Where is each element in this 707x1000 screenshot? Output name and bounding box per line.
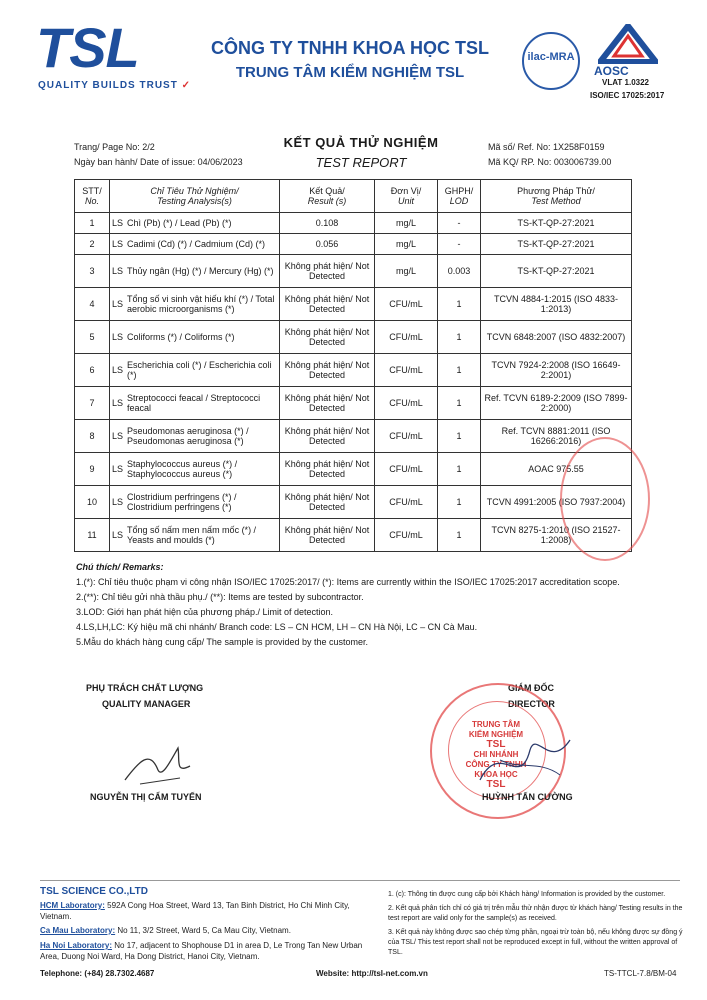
row-method: TCVN 4884-1:2015 (ISO 4833-1:2013) (481, 288, 632, 321)
row-result: Không phát hiện/ Not Detected (280, 420, 375, 453)
dir-title-en: DIRECTOR (508, 699, 555, 709)
row-analysis: Coliforms (*) / Coliforms (*) (125, 321, 280, 354)
rp-number: Mã KQ/ RP. No: 003006739.00 (488, 157, 612, 167)
row-result: Không phát hiện/ Not Detected (280, 519, 375, 552)
ilac-mra-logo: ilac-MRA (522, 32, 580, 90)
row-analysis: Tổng số vi sinh vật hiếu khí (*) / Total aerobic microorganisms (*) (125, 288, 280, 321)
row-method: TS-KT-QP-27:2021 (481, 234, 632, 255)
qm-signature-icon (120, 740, 200, 790)
stamp-text: TRUNG TÂM KIỂM NGHIỆM TSL CHI NHÁNH CÔNG TY TNHH KHOA HỌC TSL (465, 720, 527, 790)
row-analysis: Clostridium perfringens (*) / Clostridium perfringens (*) (125, 486, 280, 519)
row-branch: LS (110, 486, 126, 519)
footer-divider (40, 880, 680, 881)
row-result: Không phát hiện/ Not Detected (280, 453, 375, 486)
table-row (75, 234, 632, 255)
footer-phone: Telephone: (+84) 28.7302.4687 (40, 969, 155, 978)
row-no: 5 (75, 321, 110, 354)
center-name: TRUNG TÂM KIỂM NGHIỆM TSL (235, 64, 465, 81)
qm-title-vi: PHỤ TRÁCH CHẤT LƯỢNG (86, 683, 204, 693)
director-name: HUỲNH TẤN CƯỜNG (482, 792, 573, 802)
row-method: TS-KT-QP-27:2021 (481, 255, 632, 288)
row-method: TCVN 6848:2007 (ISO 4832:2007) (481, 321, 632, 354)
qm-name: NGUYỄN THỊ CẨM TUYẾN (90, 792, 202, 802)
row-lod: 1 (438, 486, 481, 519)
header-lod: GHPH/ LOD (438, 180, 481, 213)
row-lod: 1 (438, 420, 481, 453)
footer-notes (388, 890, 688, 958)
table-header-row (75, 180, 632, 213)
row-unit: CFU/mL (375, 453, 438, 486)
page-number: Trang/ Page No: 2/2 (74, 142, 155, 152)
row-no: 8 (75, 420, 110, 453)
header-result: Kết Quả/ Result (s) (280, 180, 375, 213)
row-no: 9 (75, 453, 110, 486)
row-method: TCVN 4991:2005 (ISO 7937:2004) (481, 486, 632, 519)
row-lod: 0.003 (438, 255, 481, 288)
table-row (75, 255, 632, 288)
table-row (75, 213, 632, 234)
row-method: TCVN 8275-1:2010 (ISO 21527-1:2008) (481, 519, 632, 552)
row-no: 10 (75, 486, 110, 519)
tagline: QUALITY BUILDS TRUST ✓ (38, 80, 191, 91)
row-result: Không phát hiện/ Not Detected (280, 288, 375, 321)
footer-note: 3. Kết quả này không được sao chép từng phần, ngoại trừ toàn bộ, nếu không được sự đồng ý của TSL/ This test report shall not be reproduced except in full, without the written approval of TSL. (388, 929, 683, 956)
row-method: TCVN 7924-2:2008 (ISO 16649-2:2001) (481, 354, 632, 387)
row-no: 6 (75, 354, 110, 387)
results-table (74, 179, 632, 552)
row-analysis: Chì (Pb) (*) / Lead (Pb) (*) (125, 213, 280, 234)
row-unit: CFU/mL (375, 486, 438, 519)
row-analysis: Thủy ngân (Hg) (*) / Mercury (Hg) (*) (125, 255, 280, 288)
table-row (75, 519, 632, 552)
row-unit: CFU/mL (375, 387, 438, 420)
ref-number: Mã số/ Ref. No: 1X258F0159 (488, 142, 605, 152)
row-unit: mg/L (375, 255, 438, 288)
row-result: Không phát hiện/ Not Detected (280, 321, 375, 354)
row-no: 7 (75, 387, 110, 420)
remark-item: 5.Mẫu do khách hàng cung cấp/ The sample is provided by the customer. (76, 637, 369, 647)
row-analysis: Pseudomonas aeruginosa (*) / Pseudomonas aeruginosa (*) (125, 420, 280, 453)
table-row (75, 288, 632, 321)
row-result: Không phát hiện/ Not Detected (280, 387, 375, 420)
header-analysis: Chỉ Tiêu Thử Nghiệm/ Testing Analysis(s) (110, 180, 280, 213)
row-branch: LS (110, 321, 126, 354)
tsl-logo: TSL (36, 16, 139, 79)
remark-item: 1.(*): Chỉ tiêu thuộc phạm vi công nhận ISO/IEC 17025:2017/ (*): Items are currently within the ISO/IEC 17025:2017 accreditation scope. (76, 577, 620, 587)
row-no: 11 (75, 519, 110, 552)
row-no: 2 (75, 234, 110, 255)
header-unit: Đơn Vị/ Unit (375, 180, 438, 213)
row-no: 3 (75, 255, 110, 288)
row-unit: CFU/mL (375, 519, 438, 552)
row-method: Ref. TCVN 8881:2011 (ISO 16266:2016) (481, 420, 632, 453)
side-red-stamp (560, 437, 650, 561)
row-lod: 1 (438, 453, 481, 486)
row-branch: LS (110, 234, 126, 255)
form-code: TS-TTCL-7.8/BM-04 (604, 969, 677, 978)
row-branch: LS (110, 288, 126, 321)
row-method: Ref. TCVN 6189-2:2009 (ISO 7899-2:2000) (481, 387, 632, 420)
row-method: AOAC 975.55 (481, 453, 632, 486)
footer-company: TSL SCIENCE CO.,LTD (40, 886, 148, 897)
row-lod: 1 (438, 354, 481, 387)
footer-hcm: HCM Laboratory: 592A Cong Hoa Street, Ward 13, Tan Binh District, Ho Chi Minh City, Vietnam. (40, 901, 350, 921)
row-result: Không phát hiện/ Not Detected (280, 255, 375, 288)
row-branch: LS (110, 255, 126, 288)
row-branch: LS (110, 453, 126, 486)
row-branch: LS (110, 213, 126, 234)
row-unit: mg/L (375, 213, 438, 234)
row-analysis: Streptococci feacal / Streptococci feacal (125, 387, 280, 420)
row-unit: CFU/mL (375, 420, 438, 453)
table-row (75, 321, 632, 354)
iso-label: ISO/IEC 17025:2017 (590, 91, 665, 100)
table-row (75, 354, 632, 387)
row-unit: CFU/mL (375, 288, 438, 321)
qm-title-en: QUALITY MANAGER (102, 699, 191, 709)
aosc-label: AOSC (594, 64, 629, 78)
row-no: 1 (75, 213, 110, 234)
row-lod: 1 (438, 519, 481, 552)
footer-note: 1. (c): Thông tin được cung cấp bởi Khách hàng/ Information is provided by the customer. (388, 891, 666, 898)
remarks-title: Chú thích/ Remarks: (76, 562, 164, 572)
table-row (75, 486, 632, 519)
aosc-logo-icon (598, 24, 658, 64)
row-branch: LS (110, 354, 126, 387)
table-row (75, 453, 632, 486)
row-no: 4 (75, 288, 110, 321)
row-lod: 1 (438, 288, 481, 321)
header-method: Phương Pháp Thử/ Test Method (481, 180, 632, 213)
row-lod: 1 (438, 321, 481, 354)
row-analysis: Tổng số nấm men nấm mốc (*) / Yeasts and moulds (*) (125, 519, 280, 552)
report-title-en: TEST REPORT (315, 155, 407, 170)
row-result: 0.108 (280, 213, 375, 234)
row-branch: LS (110, 519, 126, 552)
remark-item: 4.LS,LH,LC: Ký hiệu mã chi nhánh/ Branch code: LS – CN HCM, LH – CN Hà Nội, LC – CN Cà Mau. (76, 622, 478, 632)
footer-camau: Ca Mau Laboratory: No 11, 3/2 Street, Ward 5, Ca Mau City, Vietnam. (40, 926, 291, 935)
row-analysis: Escherichia coli (*) / Escherichia coli (*) (125, 354, 280, 387)
row-result: Không phát hiện/ Not Detected (280, 486, 375, 519)
footer-note: 2. Kết quả phân tích chỉ có giá trị trên mẫu thử nhận được từ khách hàng/ Testing results in the test report are valid only for the sample(s) as received. (388, 905, 683, 922)
header-stt: STT/ No. (75, 180, 110, 213)
row-unit: CFU/mL (375, 321, 438, 354)
row-analysis: Staphylococcus aureus (*) / Staphylococcus aureus (*) (125, 453, 280, 486)
row-lod: - (438, 213, 481, 234)
row-result: Không phát hiện/ Not Detected (280, 354, 375, 387)
director-signature-icon (470, 720, 580, 800)
row-method: TS-KT-QP-27:2021 (481, 213, 632, 234)
report-title: KẾT QUẢ THỬ NGHIỆM (283, 135, 439, 150)
row-lod: - (438, 234, 481, 255)
issue-date: Ngày ban hành/ Date of issue: 04/06/2023 (74, 157, 243, 167)
dir-title-vi: GIÁM ĐỐC (508, 683, 554, 693)
row-analysis: Cadimi (Cd) (*) / Cadmium (Cd) (*) (125, 234, 280, 255)
footer-hanoi: Ha Noi Laboratory: No 17, adjacent to Shophouse D1 in area D, Le Trong Tan New Urban Area, Duong Noi Ward, Ha Dong District, Hanoi City, Vietnam. (40, 941, 363, 961)
vlat-code: VLAT 1.0322 (602, 78, 649, 87)
table-row (75, 420, 632, 453)
table-row (75, 387, 632, 420)
footer-website: Website: http://tsl-net.com.vn (316, 969, 428, 978)
row-unit: mg/L (375, 234, 438, 255)
row-result: 0.056 (280, 234, 375, 255)
company-name: CÔNG TY TNHH KHOA HỌC TSL (211, 38, 489, 58)
row-branch: LS (110, 387, 126, 420)
row-unit: CFU/mL (375, 354, 438, 387)
remarks-section (74, 560, 632, 650)
remark-item: 2.(**): Chỉ tiêu gửi nhà thầu phụ./ (**): Items are tested by subcontractor. (76, 592, 364, 602)
row-branch: LS (110, 420, 126, 453)
remark-item: 3.LOD: Giới hạn phát hiện của phương pháp./ Limit of detection. (76, 607, 333, 617)
row-lod: 1 (438, 387, 481, 420)
